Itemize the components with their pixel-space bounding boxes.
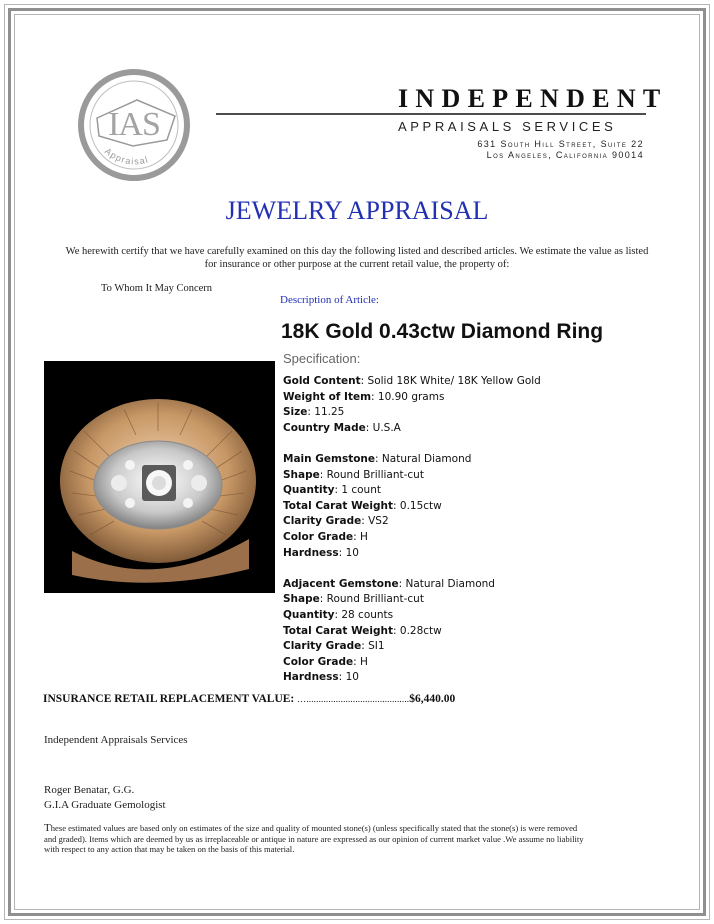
spec-adjacent-hardness: Hardness: 10 (283, 671, 359, 684)
spec-size: Size: 11.25 (283, 406, 345, 419)
company-address-line1: 631 South Hill Street, Suite 22 (477, 139, 644, 149)
appraiser-name: Roger Benatar, G.G. (44, 784, 135, 796)
specification-list (283, 374, 541, 686)
spec-main-color: Color Grade: H (283, 530, 368, 543)
spec-gold-content: Gold Content: Solid 18K White/ 18K Yellow Gold (283, 375, 541, 387)
certification-intro: We herewith certify that we have carefully examined on this day the following listed and described articles. We estimate the value as listed for insurance or other purpose at the current retail value, the property of: (65, 246, 649, 270)
spec-adjacent-shape: Shape: Round Brilliant-cut (283, 593, 424, 606)
description-label: Description of Article: (280, 294, 379, 306)
replacement-value-leader: ….......................................... (297, 694, 410, 704)
spec-spacer (283, 436, 541, 452)
item-title: 18K Gold 0.43ctw Diamond Ring (281, 320, 604, 343)
ias-logo (77, 68, 191, 182)
logo-ring-text: Appraisal (102, 145, 150, 167)
spec-main-gemstone: Main Gemstone: Natural Diamond (283, 452, 472, 465)
disclaimer (44, 823, 584, 855)
spec-main-shape: Shape: Round Brilliant-cut (283, 468, 424, 481)
spec-adjacent-carat: Total Carat Weight: 0.28ctw (283, 624, 442, 637)
appraiser-company: Independent Appraisals Services (44, 734, 188, 746)
spec-main-carat: Total Carat Weight: 0.15ctw (283, 499, 442, 512)
spec-adjacent-quantity: Quantity: 28 counts (283, 608, 394, 621)
company-address-line2: Los Angeles, California 90014 (486, 150, 644, 160)
spec-spacer (283, 561, 541, 577)
ring-photo (44, 361, 275, 593)
replacement-value-amount: $6,440.00 (409, 693, 456, 705)
replacement-value-label: INSURANCE RETAIL REPLACEMENT VALUE: (43, 693, 295, 705)
svg-text:Appraisal (103, 146, 150, 167)
disclaimer-text: hese estimated values are based only on estimates of the size and quality of mounted stone(s) (unless specifically stated that the stone(s) is were removed and graded). Items which are deemed by us as irreplaceable or antique in nature are expressed as our opinion of current market value .We assume no liability with respect to any action that may be taken on the basis of this material. (44, 823, 584, 855)
company-rule (216, 113, 646, 115)
spec-weight: Weight of Item: 10.90 grams (283, 390, 445, 403)
appraiser-title: G.I.A Graduate Gemologist (44, 799, 166, 811)
recipient: To Whom It May Concern (101, 283, 213, 294)
company-name: INDEPENDENT (398, 84, 668, 113)
spec-main-quantity: Quantity: 1 count (283, 484, 381, 497)
spec-main-clarity: Clarity Grade: VS2 (283, 515, 389, 528)
spec-adjacent-clarity: Clarity Grade: SI1 (283, 640, 385, 653)
logo-letters: IAS (108, 106, 160, 143)
spec-adjacent-gemstone: Adjacent Gemstone: Natural Diamond (283, 577, 495, 590)
replacement-value-line (43, 693, 455, 705)
spec-adjacent-color: Color Grade: H (283, 655, 368, 668)
spec-main-hardness: Hardness: 10 (283, 546, 359, 559)
spec-country: Country Made: U.S.A (283, 421, 401, 434)
company-subtitle: APPRAISALS SERVICES (398, 119, 617, 134)
disclaimer-initial: T (44, 822, 51, 834)
document-title: JEWELRY APPRAISAL (225, 196, 489, 225)
specification-label: Specification: (283, 351, 361, 366)
